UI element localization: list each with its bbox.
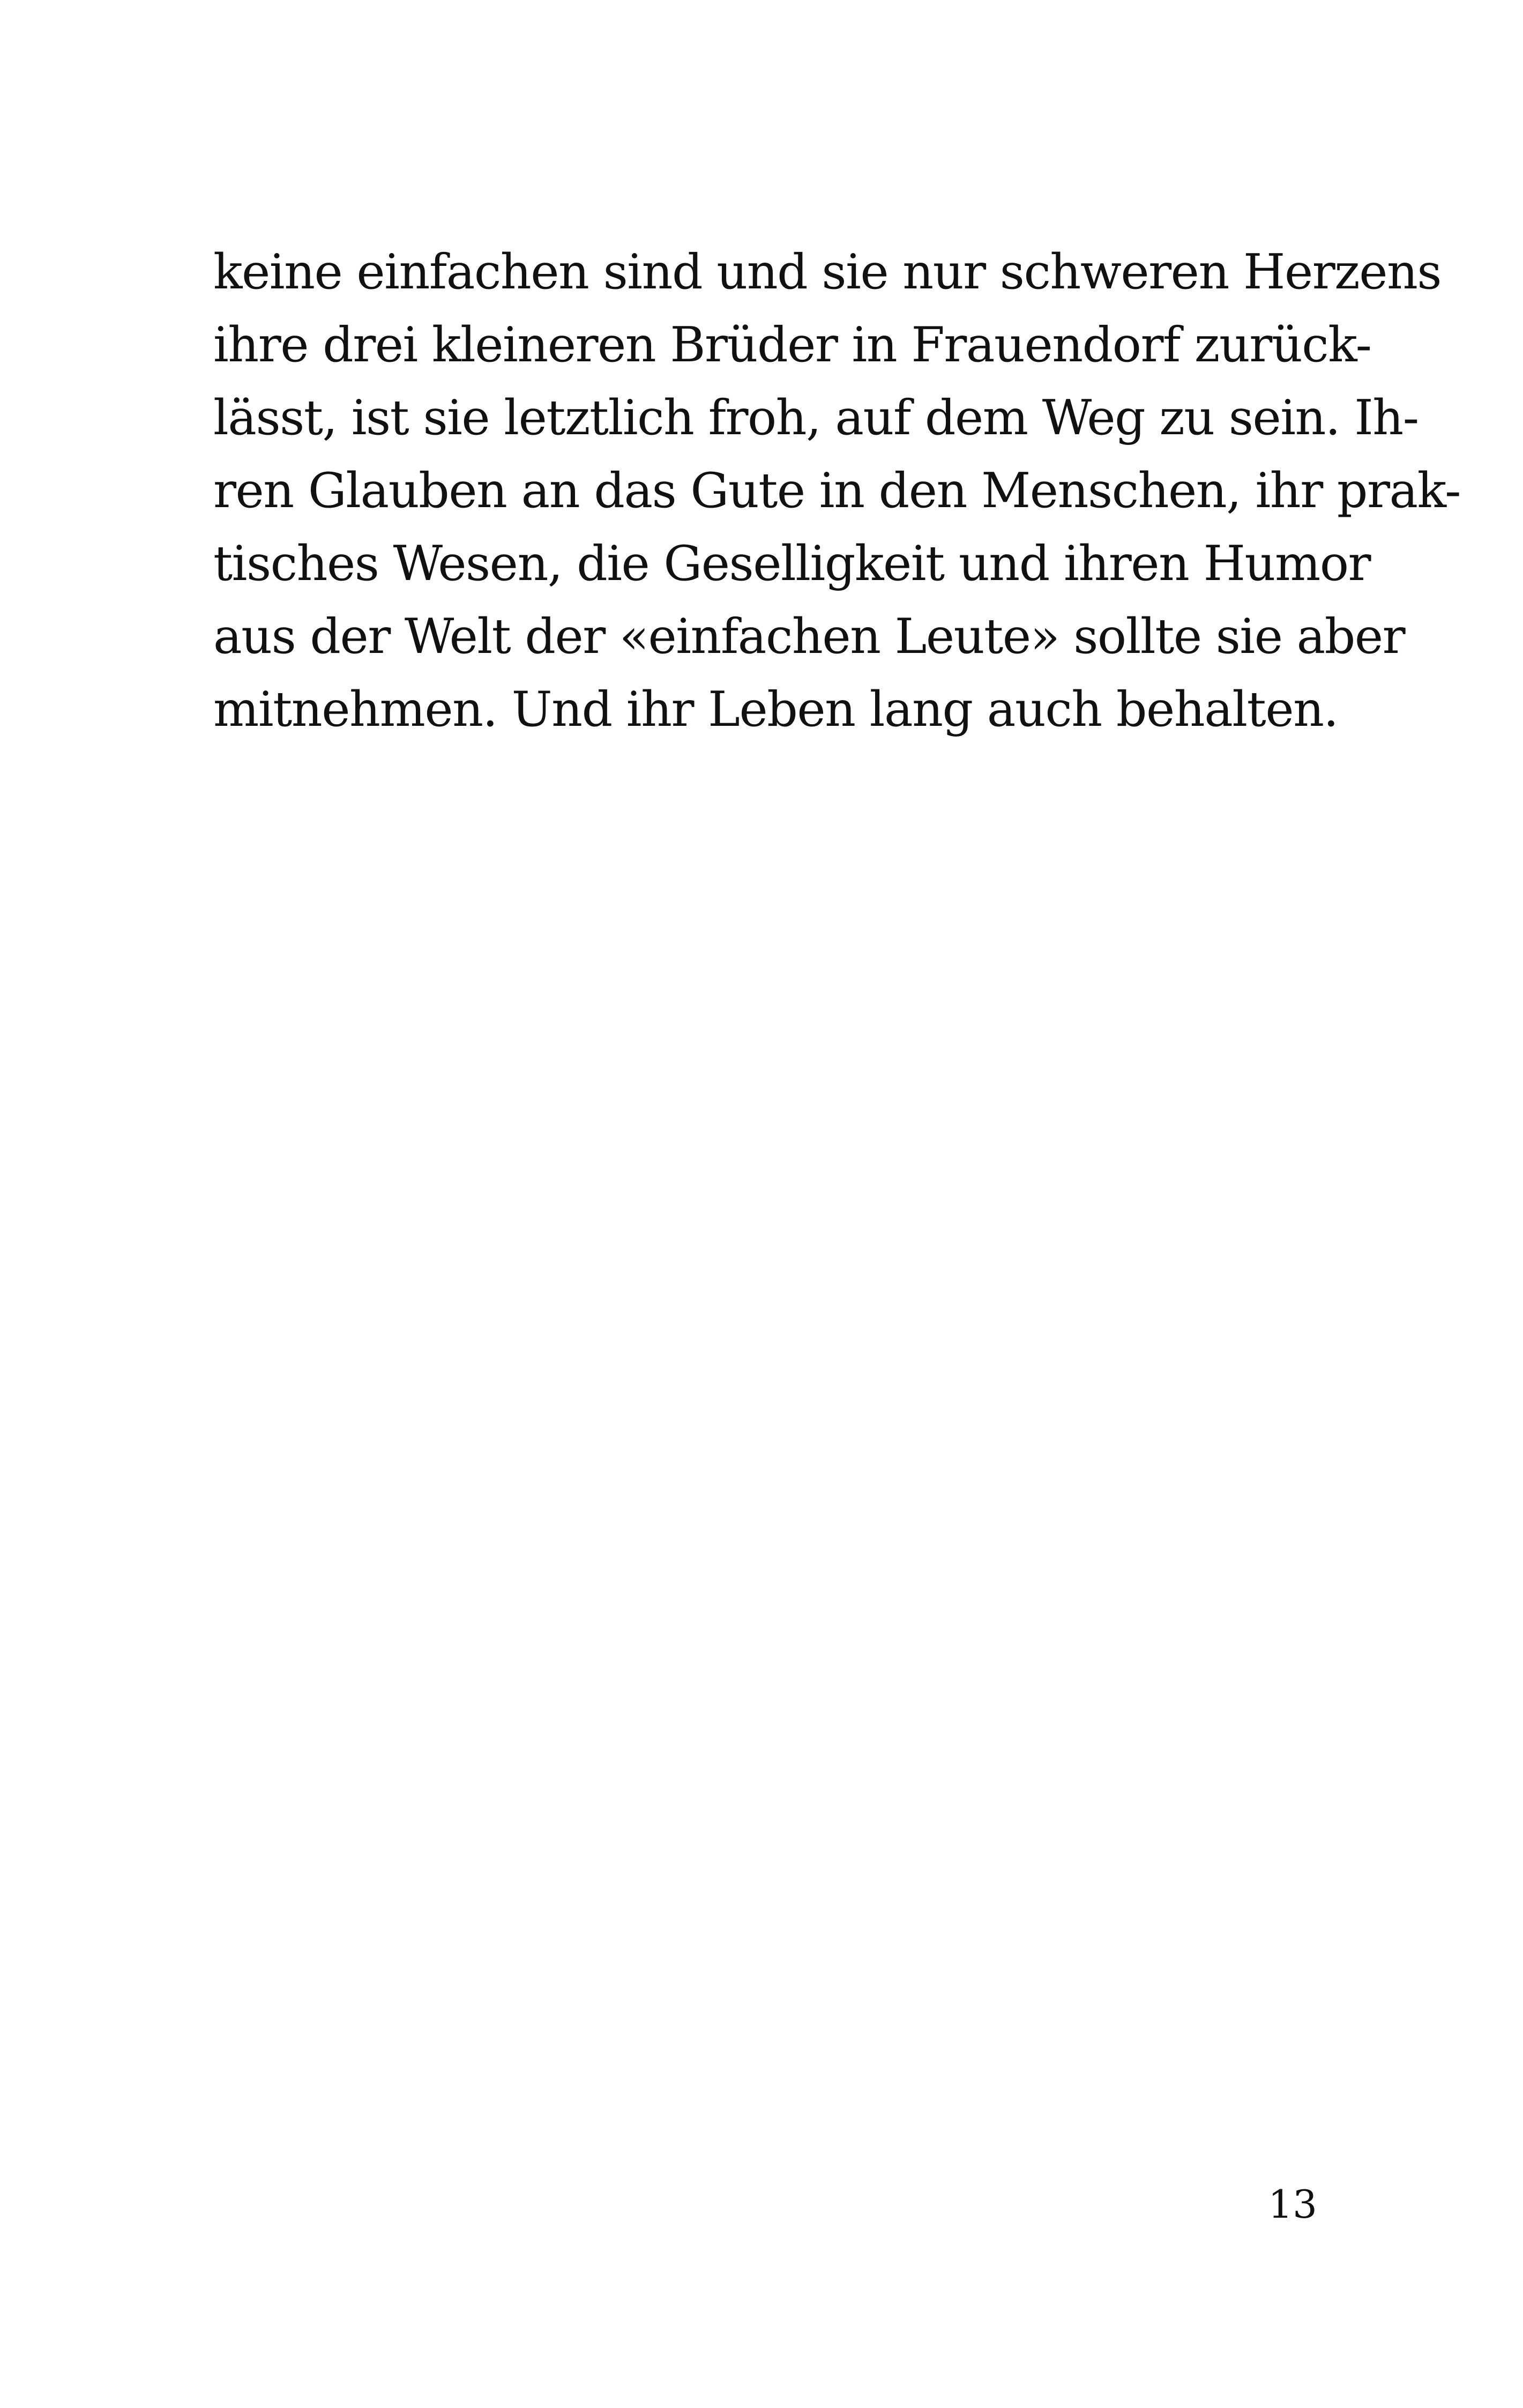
text-line: ren Glauben an das Gute in den Menschen, ihr prak- [213,463,1461,519]
page-number: 13 [1268,2182,1317,2227]
text-line: aus der Welt der «einfachen Leute» sollte sie aber [213,608,1405,665]
text-line: lässt, ist sie letztlich froh, auf dem Weg zu sein. Ih- [213,390,1419,446]
text-line: mitnehmen. Und ihr Leben lang auch behalten. [213,681,1338,738]
body-paragraph [213,236,1461,746]
text-line: ihre drei kleineren Brüder in Frauendorf zurück- [213,317,1371,373]
text-line: keine einfachen sind und sie nur schweren Herzens [213,244,1442,300]
text-line: tisches Wesen, die Geselligkeit und ihren Humor [213,536,1371,592]
